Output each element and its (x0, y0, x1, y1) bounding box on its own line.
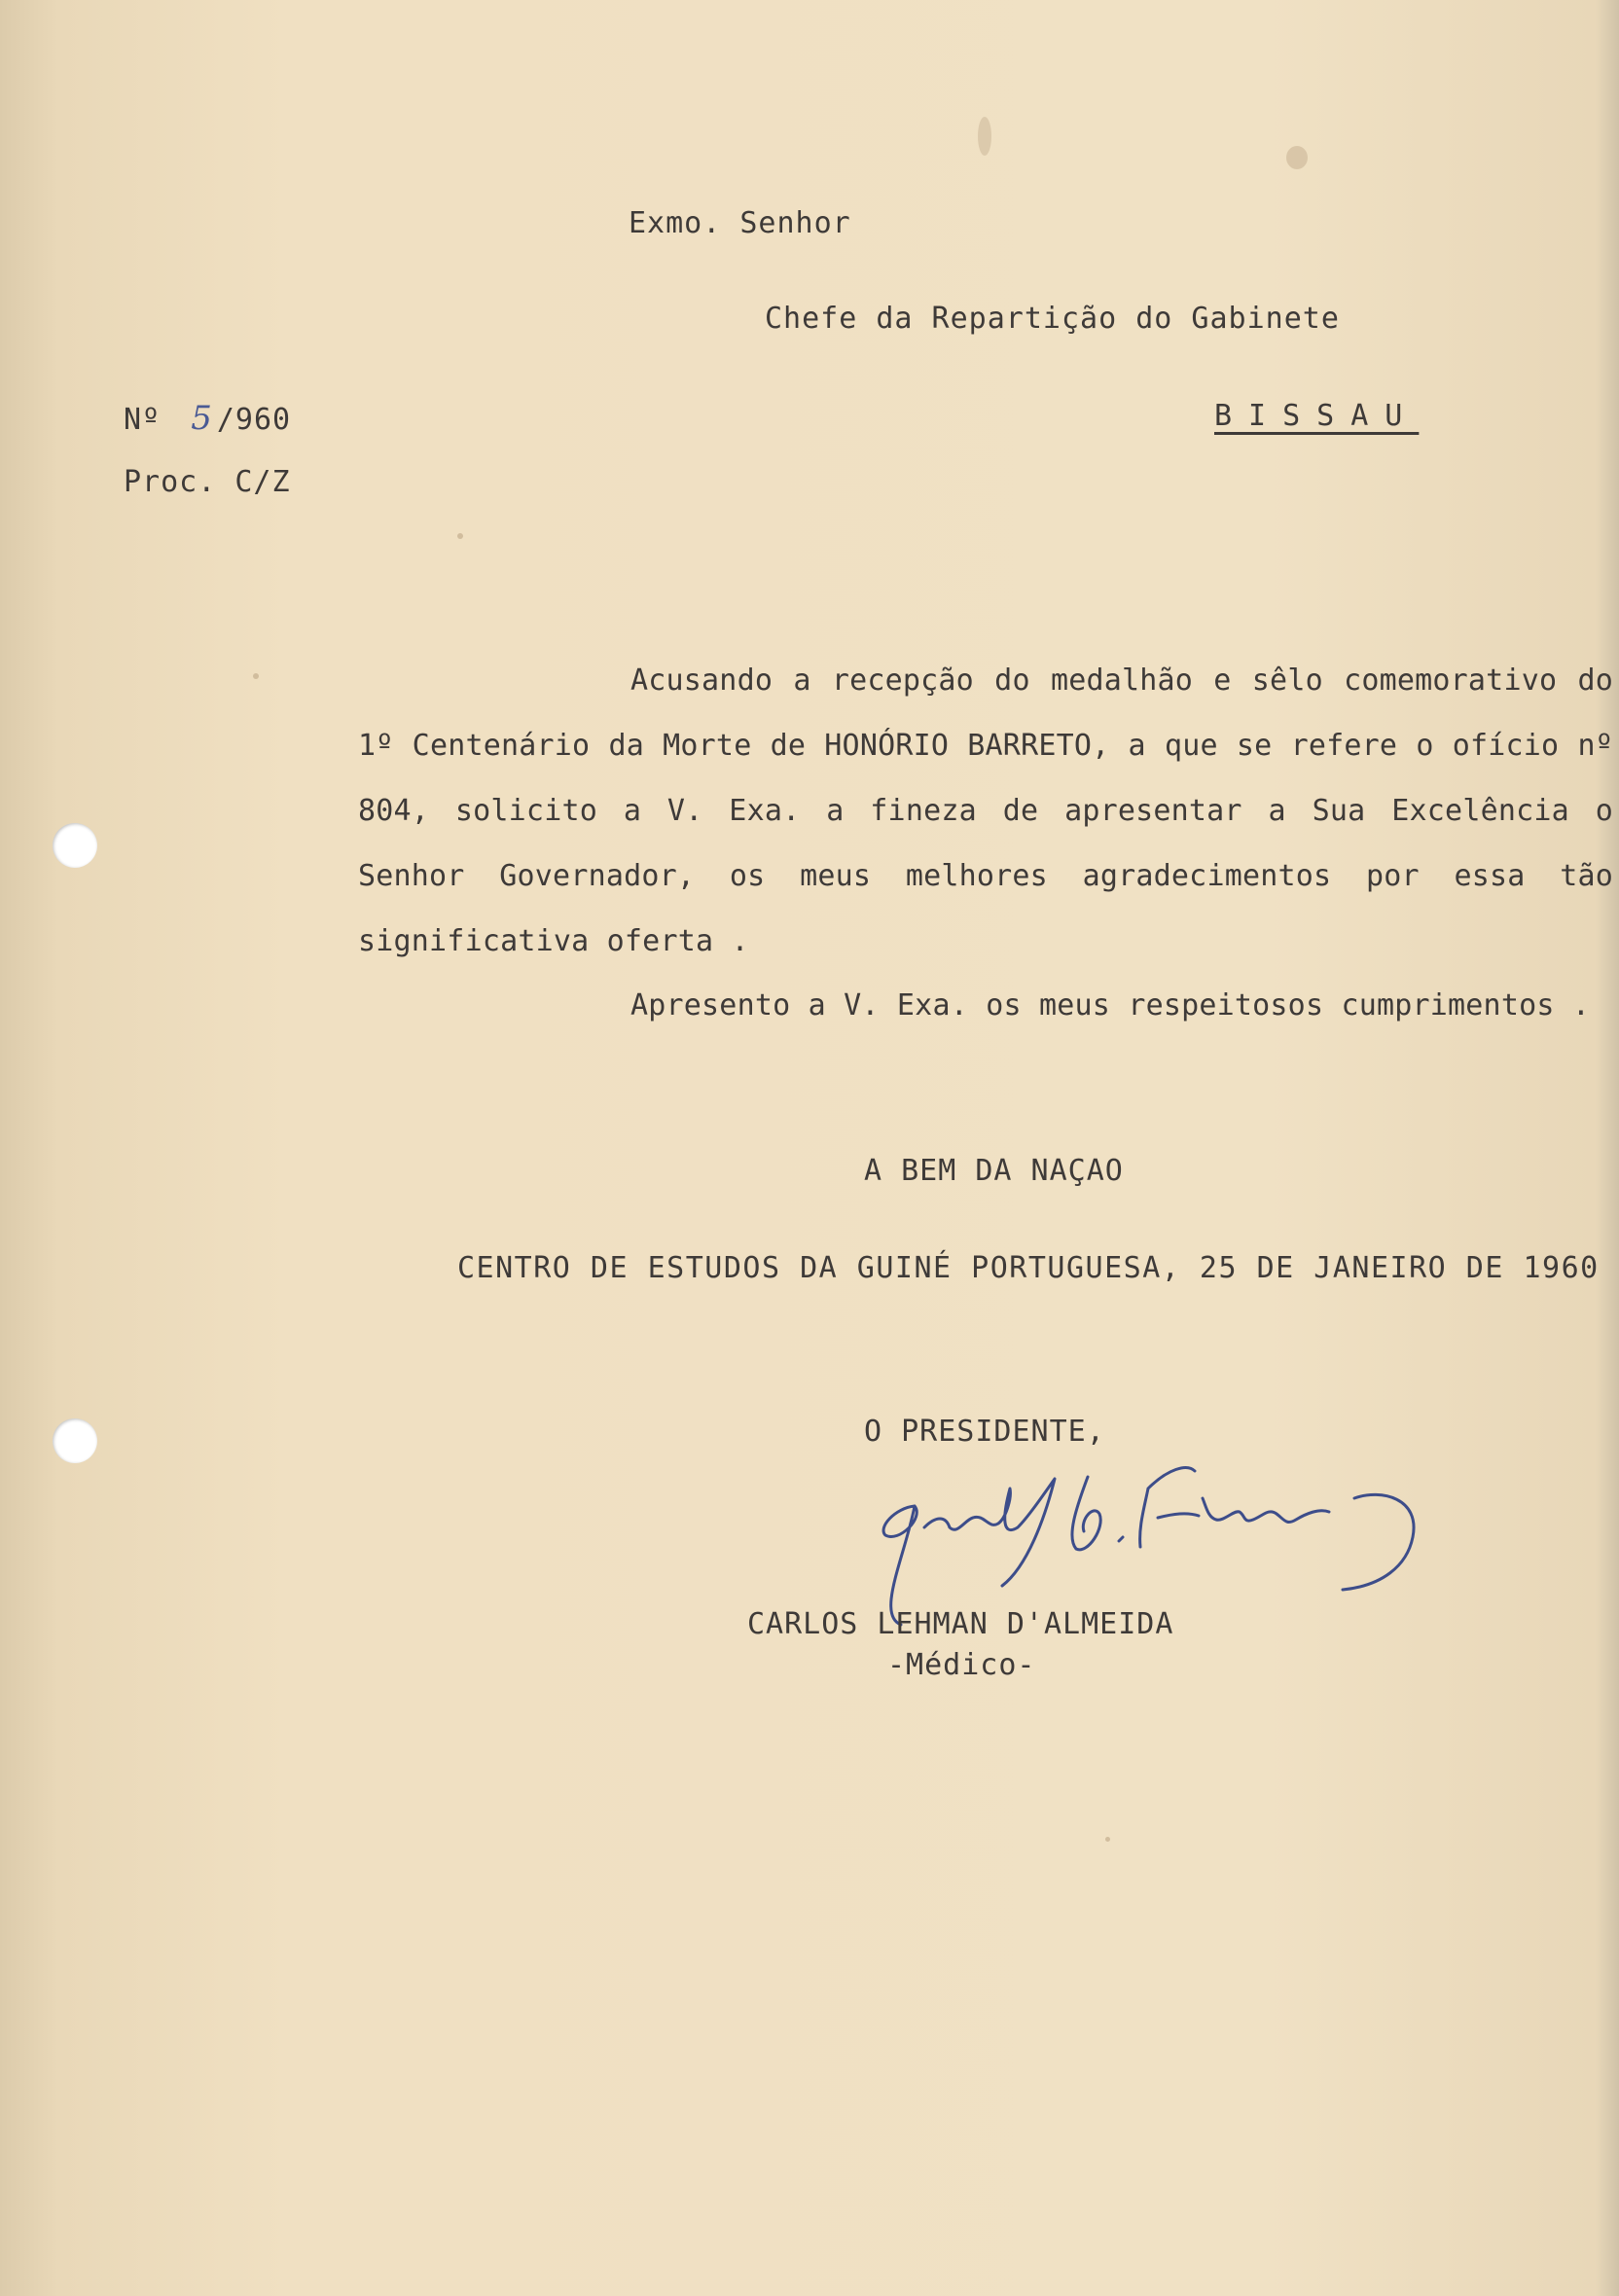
punch-hole-top (53, 823, 97, 868)
addressee: Chefe da Repartição do Gabinete (765, 302, 1340, 336)
reference-number (124, 399, 291, 438)
paper-speck (1286, 146, 1308, 169)
paper-speck (978, 117, 991, 156)
salutation: Exmo. Senhor (629, 206, 851, 240)
closing-title: O PRESIDENTE, (864, 1415, 1105, 1449)
signatory-role: -Médico- (887, 1648, 1036, 1682)
place-and-date: CENTRO DE ESTUDOS DA GUINÉ PORTUGUESA, 25 DE JANEIRO DE 1960 (457, 1251, 1600, 1285)
paper-speck (457, 533, 463, 539)
reference-number-prefix: Nº (124, 403, 162, 437)
signature-stroke (883, 1479, 1055, 1625)
paper-speck (253, 673, 259, 679)
body-paragraph-1: Acusando a recepção do medalhão e sêlo comemorativo do 1º Centenário da Morte de HONÓRIO BARRETO, a que se refere o ofício nº 804, solicito a V. Exa. a fineza de apresentar a Sua Excelência o Senhor Governador, os meus melhores agradecimentos por essa tão significativa oferta . (358, 664, 1613, 958)
signature-stroke (1072, 1477, 1123, 1550)
signature-stroke (1140, 1468, 1329, 1547)
signature-stroke (1343, 1494, 1414, 1590)
body-paragraph-2: Apresento a V. Exa. os meus respeitosos cumprimentos . (630, 988, 1591, 1022)
signatory-name: CARLOS LEHMAN D'ALMEIDA (747, 1607, 1174, 1641)
paper-speck (1105, 1837, 1110, 1842)
punch-hole-bottom (53, 1418, 97, 1463)
city: BISSAU (1214, 399, 1420, 433)
reference-number-handwritten: 5 (191, 399, 213, 438)
motto: A BEM DA NAÇAO (864, 1154, 1124, 1188)
process-reference: Proc. C/Z (124, 465, 291, 499)
reference-number-year: /960 (216, 403, 292, 437)
